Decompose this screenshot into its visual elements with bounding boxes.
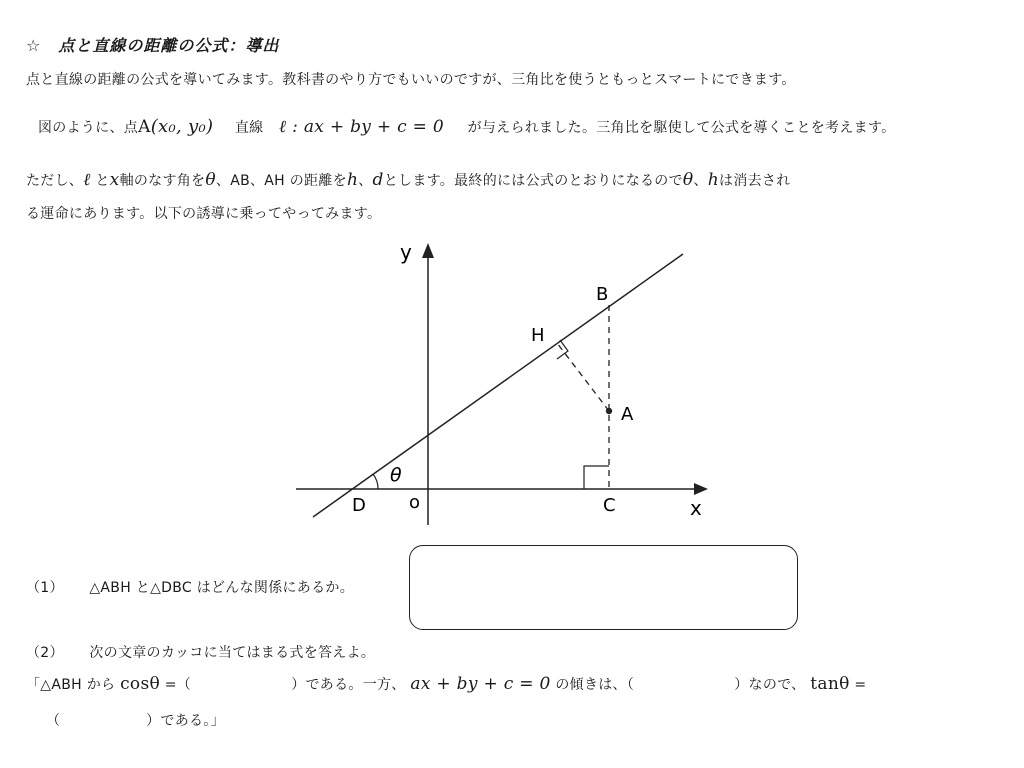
point-name: A [138,117,151,137]
def-text-b: 軸のなす角を [119,173,206,189]
question-1 [26,577,354,597]
q2-number: （2） [26,645,64,661]
q2-tan: tanθ [810,674,850,694]
page-title: ☆ 点と直線の距離の公式：導出 [26,36,280,55]
point-coords: (x₀, y₀) [150,116,214,137]
q2-text-a: 「△ABH から [26,677,116,693]
def-text-a: ただし、 [26,173,84,189]
label-d: D [352,495,366,516]
def-text-e: は消去され [719,173,791,189]
q2-sentence-line-2: （ ）である。」 [46,713,225,729]
def-h-2: h [707,170,720,190]
x-axis-arrow [694,483,708,495]
def-h: h [346,170,359,190]
q2-sentence-line-1 [26,674,866,694]
def-comma-2: 、 [693,173,708,189]
y-axis-arrow [422,243,434,258]
definitions-line-2: る運命にあります。以下の誘導に乗ってやってみます。 [26,206,382,222]
right-angle-c [584,466,609,489]
def-theta-2: θ [682,170,694,190]
setup-suffix: が与えられました。三角比を駆使して公式を導くことを考えます。 [467,120,896,136]
origin-label: o [409,492,421,513]
label-b: B [596,284,609,305]
q2-equation: ax + by + c = 0 [410,674,551,694]
def-to: と [95,173,110,189]
label-c: C [603,495,616,516]
def-comma: 、 [358,173,373,189]
label-a: A [621,404,634,425]
intro-paragraph: 点と直線の距離の公式を導いてみます。教科書のやり方でもいいのですが、三角比を使うともっとスマートにできます。 [26,72,796,88]
q2-text: 次の文章のカッコに当てはまる式を答えよ。 [89,645,376,661]
q2-text-b: =（ ）である。一方、 [164,677,406,693]
question-2 [26,642,375,662]
q2-text-c: の傾きは、（ ）なので、 [555,677,806,693]
point-a [606,408,612,414]
q1-answer-box[interactable] [409,545,798,630]
def-text-d: とします。最終的には公式のとおりになるので [383,173,683,189]
def-theta: θ [205,170,216,190]
setup-prefix: 図のように、点 [38,120,139,136]
q1-number: （1） [26,580,64,596]
def-x: x [109,170,120,190]
line-l [313,254,683,517]
q2-cos: cosθ [120,674,161,694]
def-ell: ℓ [83,170,91,190]
y-axis-label: y [400,240,412,264]
theta-arc [373,474,378,489]
label-theta: θ [390,464,402,486]
q1-text: △ABH と△DBC はどんな関係にあるか。 [89,580,354,596]
line-equation: ℓ : ax + by + c = 0 [279,117,445,137]
def-d: d [372,170,384,190]
x-axis-label: x [690,496,702,520]
line-word: 直線 [234,120,264,136]
label-h: H [531,325,545,346]
q2-text-d: = [854,677,867,693]
def-text-c: 、AB、AH の距離を [215,173,347,189]
